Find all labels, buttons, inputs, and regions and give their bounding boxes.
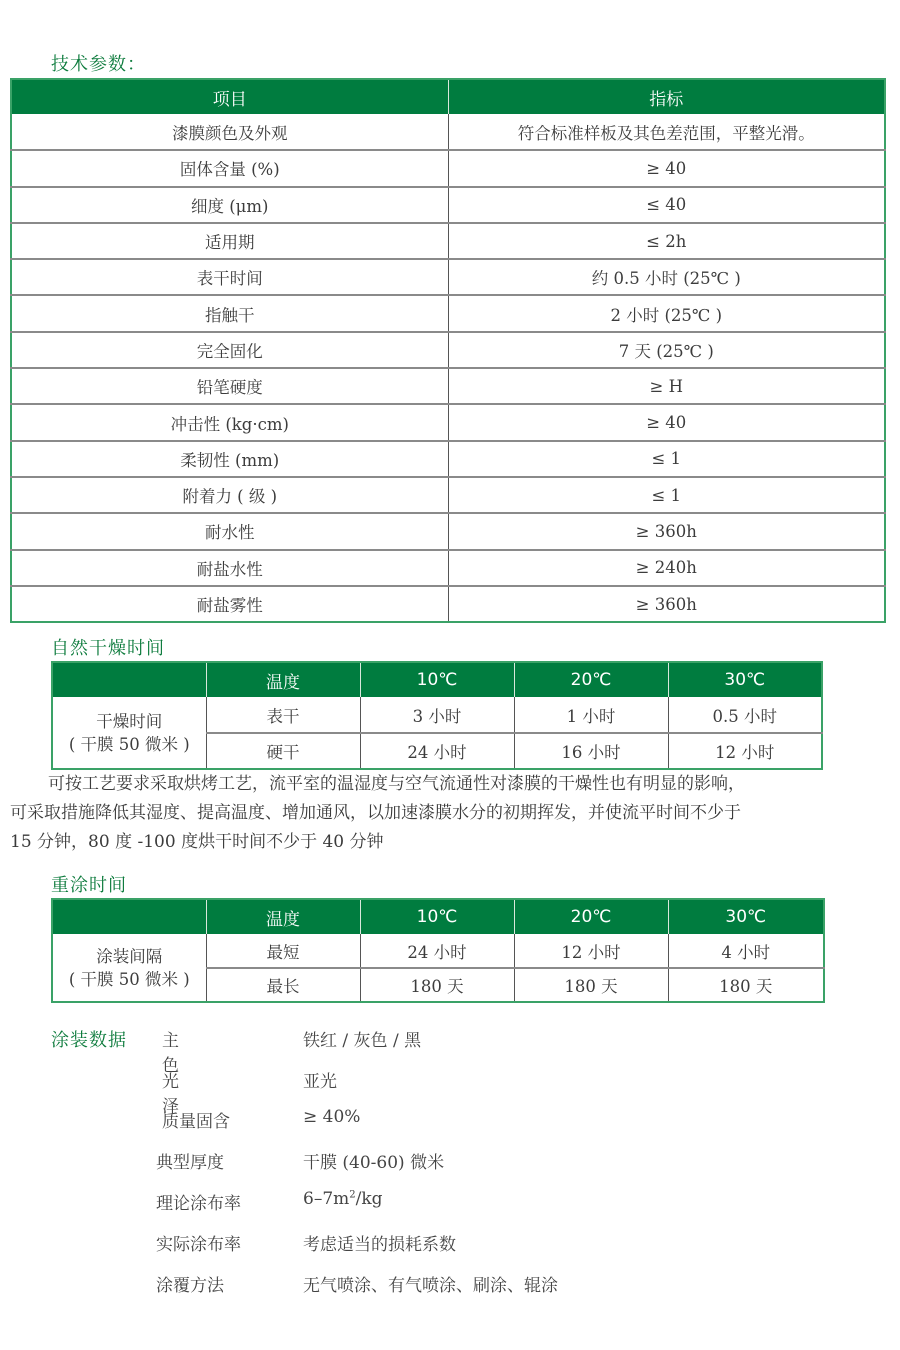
table-row: [11, 150, 885, 186]
header-temperature: 温度: [206, 899, 360, 934]
drying-time-title: 自然干燥时间: [51, 638, 165, 659]
row-name: 表干: [206, 697, 360, 733]
coating-label: 质量固含: [162, 1112, 230, 1132]
table-row: [11, 187, 885, 223]
cell-value: 24 小时: [360, 934, 514, 968]
header-20c: 20℃: [514, 662, 668, 697]
cell-value: 12 小时: [514, 934, 668, 968]
param-name: 耐盐雾性: [11, 586, 448, 622]
param-value: ≥ 40: [448, 404, 885, 440]
drying-time-table: [51, 661, 823, 770]
table-row: [11, 223, 885, 259]
table-row: [11, 513, 885, 549]
param-name: 铅笔硬度: [11, 368, 448, 404]
note-line-2: 可采取措施降低其湿度、提高温度、增加通风，以加速漆膜水分的初期挥发，并使流平时间不少于: [10, 803, 741, 823]
cell-value: 1 小时: [514, 697, 668, 733]
table-row: [11, 114, 885, 150]
cell-value: 180 天: [360, 968, 514, 1002]
param-value: ≤ 1: [448, 477, 885, 513]
table-row: [11, 404, 885, 440]
param-name: 细度 (μm): [11, 187, 448, 223]
param-name: 附着力 ( 级 ): [11, 477, 448, 513]
param-name: 漆膜颜色及外观: [11, 114, 448, 150]
table-row: [11, 332, 885, 368]
param-value: ≥ 360h: [448, 513, 885, 549]
tech-params-header-row: [11, 79, 885, 114]
param-value: ≤ 2h: [448, 223, 885, 259]
rate-superscript: 2: [349, 1189, 356, 1201]
cell-value: 16 小时: [514, 733, 668, 769]
param-value: 7 天 (25℃ ): [448, 332, 885, 368]
header-temperature: 温度: [206, 662, 360, 697]
param-name: 柔韧性 (mm): [11, 441, 448, 477]
param-value: ≤ 1: [448, 441, 885, 477]
coating-value: 考虑适当的损耗系数: [303, 1235, 456, 1255]
coating-value: [303, 1189, 383, 1209]
table-row: [11, 477, 885, 513]
param-name: 表干时间: [11, 259, 448, 295]
recoat-header-row: [52, 899, 824, 934]
cell-value: 180 天: [514, 968, 668, 1002]
coating-value: ≥ 40%: [303, 1107, 361, 1127]
param-name: 完全固化: [11, 332, 448, 368]
drying-label-line2: ( 干膜 50 微米 ): [68, 734, 190, 754]
rate-tail: /kg: [355, 1189, 383, 1209]
param-name: 耐水性: [11, 513, 448, 549]
cell-value: 180 天: [719, 977, 773, 996]
tech-params-title: 技术参数：: [51, 54, 146, 75]
note-line-1: 可按工艺要求采取烘烤工艺，流平室的温湿度与空气流通性对漆膜的干燥性也有明显的影响，: [48, 774, 745, 794]
cell-value: 24 小时: [360, 733, 514, 769]
table-row: [52, 934, 824, 968]
coating-label: 涂覆方法: [156, 1276, 224, 1296]
drying-header-row: [52, 662, 822, 697]
table-row: [11, 550, 885, 586]
recoat-label-line2: ( 干膜 50 微米 ): [68, 969, 190, 989]
rate-main: 6–7m: [303, 1189, 350, 1209]
header-20c: 20℃: [514, 899, 668, 934]
coating-value: 铁红 / 灰色 / 黑: [303, 1031, 422, 1051]
coating-value: 无气喷涂、有气喷涂、刷涂、辊涂: [303, 1276, 558, 1296]
recoat-time-table: [51, 898, 825, 1003]
coating-data-title: 涂装数据: [51, 1030, 127, 1051]
header-30c: 30℃: [668, 899, 824, 934]
coating-label: 实际涂布率: [156, 1235, 241, 1255]
recoat-label-line1: 涂装间隔: [96, 946, 163, 966]
row-name: 最短: [206, 934, 360, 968]
table-row: [52, 697, 822, 733]
coating-label: 主色: [162, 1031, 179, 1076]
drying-row-label: [52, 697, 206, 769]
cell-value: 4 小时: [668, 934, 824, 968]
param-value: ≤ 40: [448, 187, 885, 223]
table-row: [11, 295, 885, 331]
table-row: [11, 368, 885, 404]
param-value: ≥ H: [448, 368, 885, 404]
row-name: 最长: [206, 968, 360, 1002]
param-name: 耐盐水性: [11, 550, 448, 586]
header-value: 指标: [448, 79, 885, 114]
table-row: [11, 259, 885, 295]
coating-label: 典型厚度: [156, 1153, 224, 1173]
tech-params-table: [10, 78, 886, 623]
note-line-3: 15 分钟，80 度 -100 度烘干时间不少于 40 分钟: [10, 832, 384, 852]
param-name: 指触干: [11, 295, 448, 331]
table-row: [11, 586, 885, 622]
baking-note: [10, 770, 890, 857]
param-name: 冲击性 (kg·cm): [11, 404, 448, 440]
param-name: 适用期: [11, 223, 448, 259]
drying-label-line1: 干燥时间: [96, 711, 163, 731]
table-row: [11, 441, 885, 477]
header-blank: [52, 899, 206, 934]
param-value: ≥ 40: [448, 150, 885, 186]
coating-value: 干膜 (40-60) 微米: [303, 1153, 445, 1173]
header-10c: 10℃: [360, 662, 514, 697]
row-name: 硬干: [206, 733, 360, 769]
cell-value: 3 小时: [360, 697, 514, 733]
cell-value: 0.5 小时: [668, 697, 822, 733]
param-value: 符合标准样板及其色差范围，平整光滑。: [448, 114, 885, 150]
header-10c: 10℃: [360, 899, 514, 934]
coating-label: 光泽: [162, 1072, 179, 1117]
param-value: 约 0.5 小时 (25℃ ): [448, 259, 885, 295]
recoat-row-label: [52, 934, 206, 1002]
cell-value: 12 小时: [715, 743, 775, 762]
param-value: ≥ 240h: [448, 550, 885, 586]
coating-value: 亚光: [303, 1072, 337, 1092]
header-item: 项目: [11, 79, 448, 114]
header-blank: [52, 662, 206, 697]
param-value: ≥ 360h: [635, 594, 697, 614]
param-value: 2 小时 (25℃ ): [448, 295, 885, 331]
recoat-time-title: 重涂时间: [51, 875, 127, 896]
param-name: 固体含量 (%): [11, 150, 448, 186]
coating-label: 理论涂布率: [156, 1194, 241, 1214]
header-30c: 30℃: [668, 662, 822, 697]
